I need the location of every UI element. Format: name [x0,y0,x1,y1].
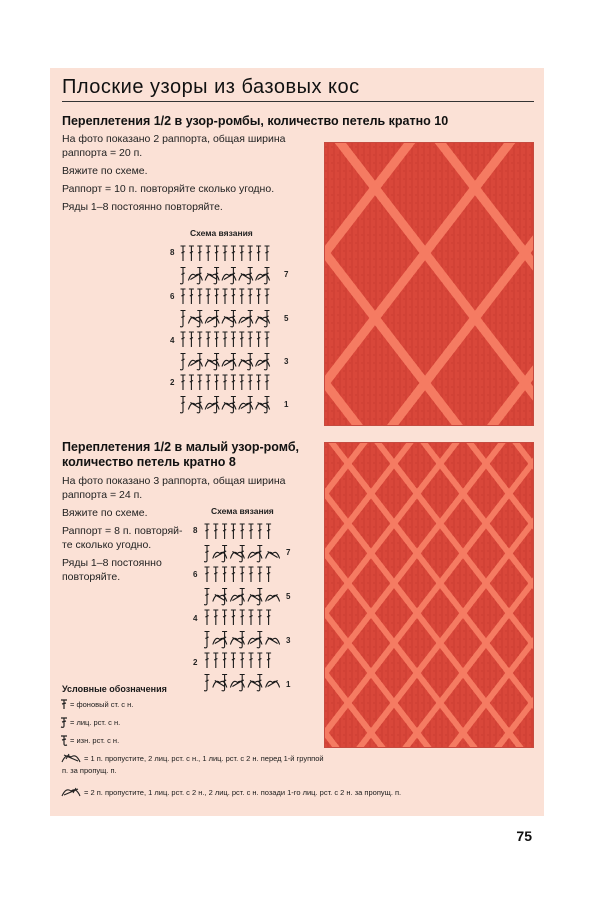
stitch-symbol [197,311,203,327]
pattern2-heading-line2: количество петель кратно 8 [62,455,236,469]
page-number: 75 [516,828,532,844]
cross-1-2-front-symbol-icon [60,751,82,765]
cross-2-1-back-symbol-icon [60,785,82,799]
stitch-symbol [214,354,220,370]
stitch-symbol [181,289,186,304]
stitch-symbol [239,589,245,605]
stitch-symbol [222,567,227,582]
stitch-symbol [265,289,270,304]
stitch-symbol [213,610,218,625]
stitch-symbol [206,246,211,261]
stitch-symbol [205,524,210,539]
stitch-symbol [248,375,253,390]
legend-title: Условные обозначения [62,684,167,694]
background-dc-symbol-icon [60,698,68,710]
stitch-symbol [256,332,261,347]
stitch-symbol [240,524,245,539]
p1-row-number: 4 [170,336,175,345]
stitch-symbol [206,375,211,390]
p2-row-number: 4 [193,614,198,623]
stitch-symbol [205,610,210,625]
legend-text: = 1 п. пропустите, 2 лиц. рст. с н., 1 лиц. рст. с 2 н. перед 1-й группой [84,753,324,763]
stitch-symbol [257,567,262,582]
stitch-symbol [189,246,194,261]
stitch-symbol [231,610,236,625]
stitch-symbol [248,289,253,304]
stitch-symbol [197,332,202,347]
stitch-symbol [264,397,270,413]
stitch-symbol [266,610,271,625]
pattern2-line-2: раппорта = 24 п. [62,489,143,501]
stitch-symbol [239,332,244,347]
stitch-symbol [265,246,270,261]
pattern2-line-4: Раппорт = 8 п. повторяй- [62,525,183,537]
stitch-symbol [249,653,254,668]
legend-text: = изн. рст. с н. [70,735,120,745]
p2-row-number: 6 [193,570,198,579]
back-post-dc-symbol-icon [60,734,68,746]
stitch-symbol [197,397,203,413]
stitch-symbol [231,567,236,582]
pattern2-photo [324,442,534,748]
p1-row-number: 5 [284,314,289,323]
stitch-symbol [213,653,218,668]
stitch-symbol [214,289,219,304]
p1-row-number: 7 [284,270,289,279]
pattern1-line-3: Вяжите по схеме. [62,165,148,177]
pattern1-knit-swatch [325,143,533,425]
legend-item [60,734,119,746]
stitch-symbol [257,546,263,562]
p2-row-number: 8 [193,526,198,535]
stitch-symbol [181,332,186,347]
stitch-symbol [204,632,210,648]
stitch-symbol [223,246,228,261]
stitch-symbol [247,354,253,370]
legend-item [60,751,324,765]
legend-item [60,716,120,728]
stitch-symbol [248,332,253,347]
stitch-symbol [239,289,244,304]
cross-stitch-symbol [266,595,280,602]
stitch-symbol [205,567,210,582]
stitch-symbol [180,311,186,327]
stitch-symbol [214,268,220,284]
stitch-symbol [231,653,236,668]
p2-row-number: 7 [286,548,291,557]
p1-row-number: 1 [284,400,289,409]
pattern1-photo [324,142,534,426]
stitch-symbol [248,246,253,261]
stitch-symbol [266,567,271,582]
legend-text: = фоновый ст. с н. [70,699,134,709]
legend-item [60,698,133,710]
page-title: Плоские узоры из базовых кос [62,76,360,98]
p2-row-number: 1 [286,680,291,689]
front-post-dc-symbol-icon [60,716,68,728]
pattern2-line-5: те сколько угодно. [62,539,152,551]
stitch-symbol [257,632,263,648]
stitch-symbol [231,375,236,390]
stitch-symbol [204,546,210,562]
stitch-symbol [239,675,245,691]
stitch-symbol [189,332,194,347]
cross-stitch-symbol [266,552,280,559]
stitch-symbol [181,246,186,261]
pattern1-line-5: Ряды 1–8 постоянно повторяйте. [62,201,223,213]
stitch-symbol [180,268,186,284]
pattern2-stitch-diagram [204,520,280,692]
legend-text: = 2 п. пропустите, 1 лиц. рст. с 2 н., 2 лиц. рст. с н. позади 1-го лиц. рст. с 2 н. за пропущ. п. [84,787,402,797]
stitch-symbol [214,332,219,347]
stitch-symbol [240,567,245,582]
stitch-symbol [266,653,271,668]
stitch-symbol [249,524,254,539]
stitch-symbol [239,632,245,648]
stitch-symbol [222,653,227,668]
stitch-symbol [231,246,236,261]
p1-row-number: 3 [284,357,289,366]
stitch-symbol [197,289,202,304]
stitch-symbol [213,524,218,539]
pattern1-line-2: раппорта = 20 п. [62,147,143,159]
pattern1-stitch-diagram [180,242,276,414]
stitch-symbol [222,546,228,562]
stitch-symbol [240,610,245,625]
stitch-symbol [213,567,218,582]
pattern1-heading: Переплетения 1/2 в узор-ромбы, количество петель кратно 10 [62,114,449,128]
stitch-symbol [239,246,244,261]
stitch-symbol [257,610,262,625]
cross-stitch-symbol [266,681,280,688]
stitch-symbol [257,524,262,539]
stitch-symbol [206,289,211,304]
p1-row-number: 8 [170,248,175,257]
stitch-symbol [249,567,254,582]
p1-row-number: 2 [170,378,175,387]
cross-stitch-symbol [266,638,280,645]
legend-text: п. за пропущ. п. [62,766,117,775]
stitch-symbol [256,246,261,261]
stitch-symbol [231,524,236,539]
stitch-symbol [197,375,202,390]
stitch-symbol [180,397,186,413]
stitch-symbol [204,675,210,691]
p2-row-number: 2 [193,658,198,667]
p2-row-number: 3 [286,636,291,645]
stitch-symbol [197,246,202,261]
stitch-symbol [256,375,261,390]
stitch-symbol [265,332,270,347]
pattern2-line-3: Вяжите по схеме. [62,507,148,519]
stitch-symbol [222,589,228,605]
stitch-symbol [189,289,194,304]
stitch-symbol [222,610,227,625]
p2-row-number: 5 [286,592,291,601]
stitch-symbol [264,311,270,327]
stitch-symbol [257,653,262,668]
pattern2-knit-swatch [325,443,533,747]
pattern1-line-1: На фото показано 2 раппорта, общая ширина [62,133,286,145]
pattern2-heading-line1: Переплетения 1/2 в малый узор-ромб, [62,440,300,454]
stitch-symbol [247,268,253,284]
title-divider [62,101,534,102]
pattern2-schema-title: Схема вязания [211,506,274,516]
stitch-symbol [239,546,245,562]
stitch-symbol [189,375,194,390]
legend-item [60,785,401,799]
stitch-symbol [222,675,228,691]
pattern2-line-6: Ряды 1–8 постоянно [62,557,162,569]
stitch-symbol [204,589,210,605]
stitch-symbol [249,610,254,625]
stitch-symbol [240,653,245,668]
stitch-symbol [223,332,228,347]
stitch-symbol [180,354,186,370]
stitch-symbol [231,289,236,304]
stitch-symbol [257,675,263,691]
stitch-symbol [256,289,261,304]
pattern2-line-1: На фото показано 3 раппорта, общая ширина [62,475,286,487]
stitch-symbol [223,289,228,304]
legend-item-continued [62,766,117,775]
stitch-symbol [205,653,210,668]
p1-row-number: 6 [170,292,175,301]
stitch-symbol [266,524,271,539]
pattern2-line-7: повторяйте. [62,571,121,583]
stitch-symbol [214,375,219,390]
stitch-symbol [206,332,211,347]
stitch-symbol [265,375,270,390]
stitch-symbol [230,397,236,413]
stitch-symbol [230,311,236,327]
stitch-symbol [222,524,227,539]
stitch-symbol [257,589,263,605]
legend-text: = лиц. рст. с н. [70,717,121,727]
stitch-symbol [239,375,244,390]
pattern1-schema-title: Схема вязания [190,228,253,238]
stitch-symbol [231,332,236,347]
stitch-symbol [223,375,228,390]
stitch-symbol [214,246,219,261]
pattern1-line-4: Раппорт = 10 п. повторяйте сколько угодно. [62,183,275,195]
stitch-symbol [222,632,228,648]
stitch-symbol [181,375,186,390]
